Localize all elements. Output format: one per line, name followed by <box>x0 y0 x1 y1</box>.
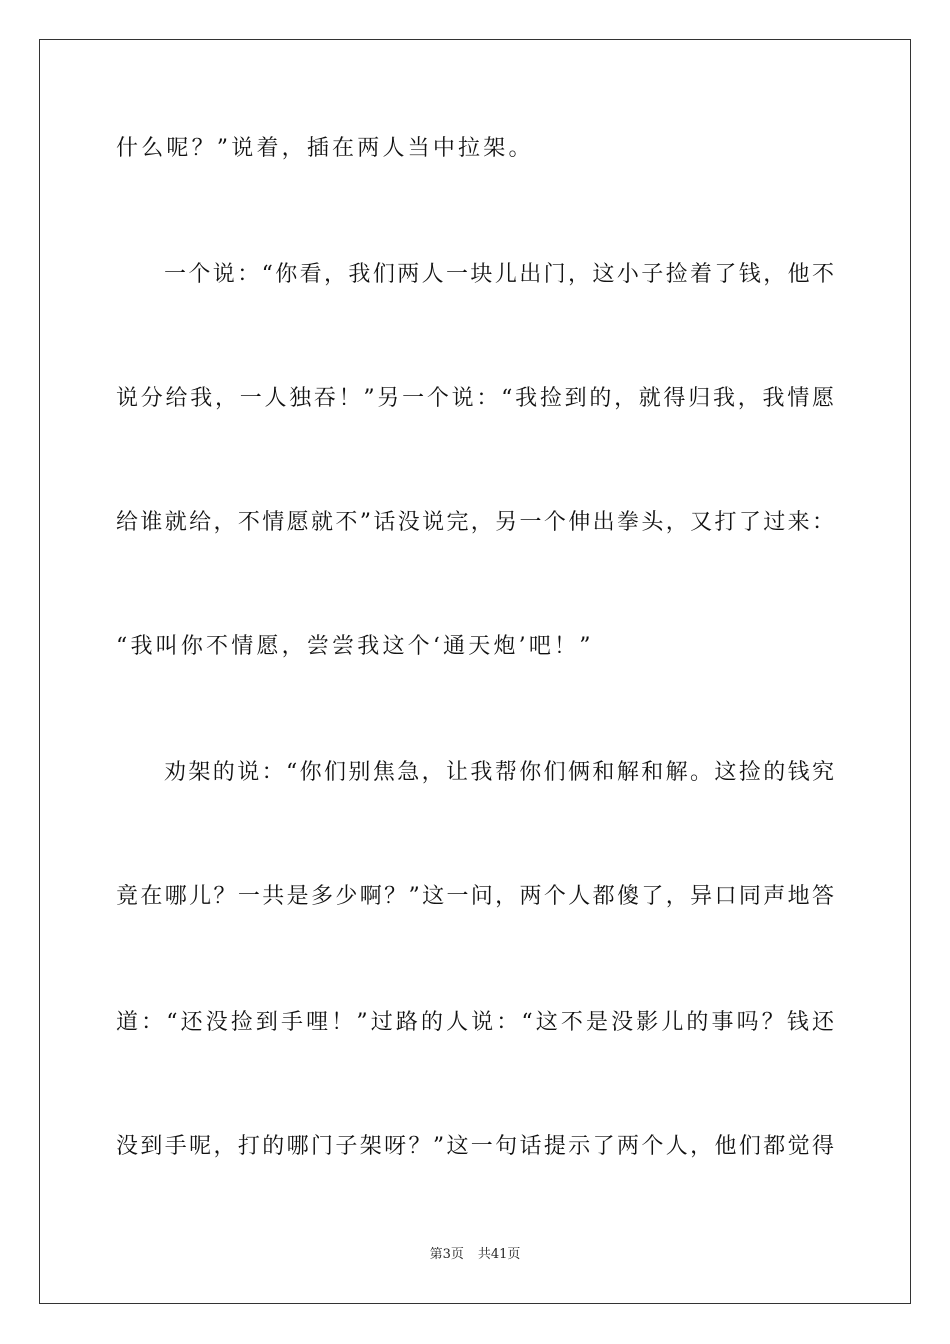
text-line-5: “我叫你不情愿，尝尝我这个‘通天炮’吧！” <box>116 634 594 659</box>
page-number: 第3页 <box>429 1247 464 1262</box>
text-line-1: 什么呢？”说着，插在两人当中拉架。 <box>116 136 534 161</box>
text-line-6: 劝架的说：“你们别焦急，让我帮你们俩和解和解。这捡的钱究 <box>164 760 834 785</box>
page-total: 共41页 <box>477 1247 521 1262</box>
text-line-3: 说分给我，一人独吞！”另一个说：“我捡到的，就得归我，我情愿 <box>116 386 834 411</box>
text-line-4: 给谁就给，不情愿就不”话没说完，另一个伸出拳头，又打了过来： <box>116 510 834 535</box>
page-border <box>39 39 911 1304</box>
text-line-9: 没到手呢，打的哪门子架呀？”这一句话提示了两个人，他们都觉得 <box>116 1134 834 1159</box>
text-line-2: 一个说：“你看，我们两人一块儿出门，这小子捡着了钱，他不 <box>164 262 834 287</box>
text-line-7: 竟在哪儿？一共是多少啊？”这一问，两个人都傻了，异口同声地答 <box>116 884 834 909</box>
page-footer <box>0 1246 950 1264</box>
text-line-8: 道：“还没捡到手哩！”过路的人说：“这不是没影儿的事吗？钱还 <box>116 1010 834 1035</box>
